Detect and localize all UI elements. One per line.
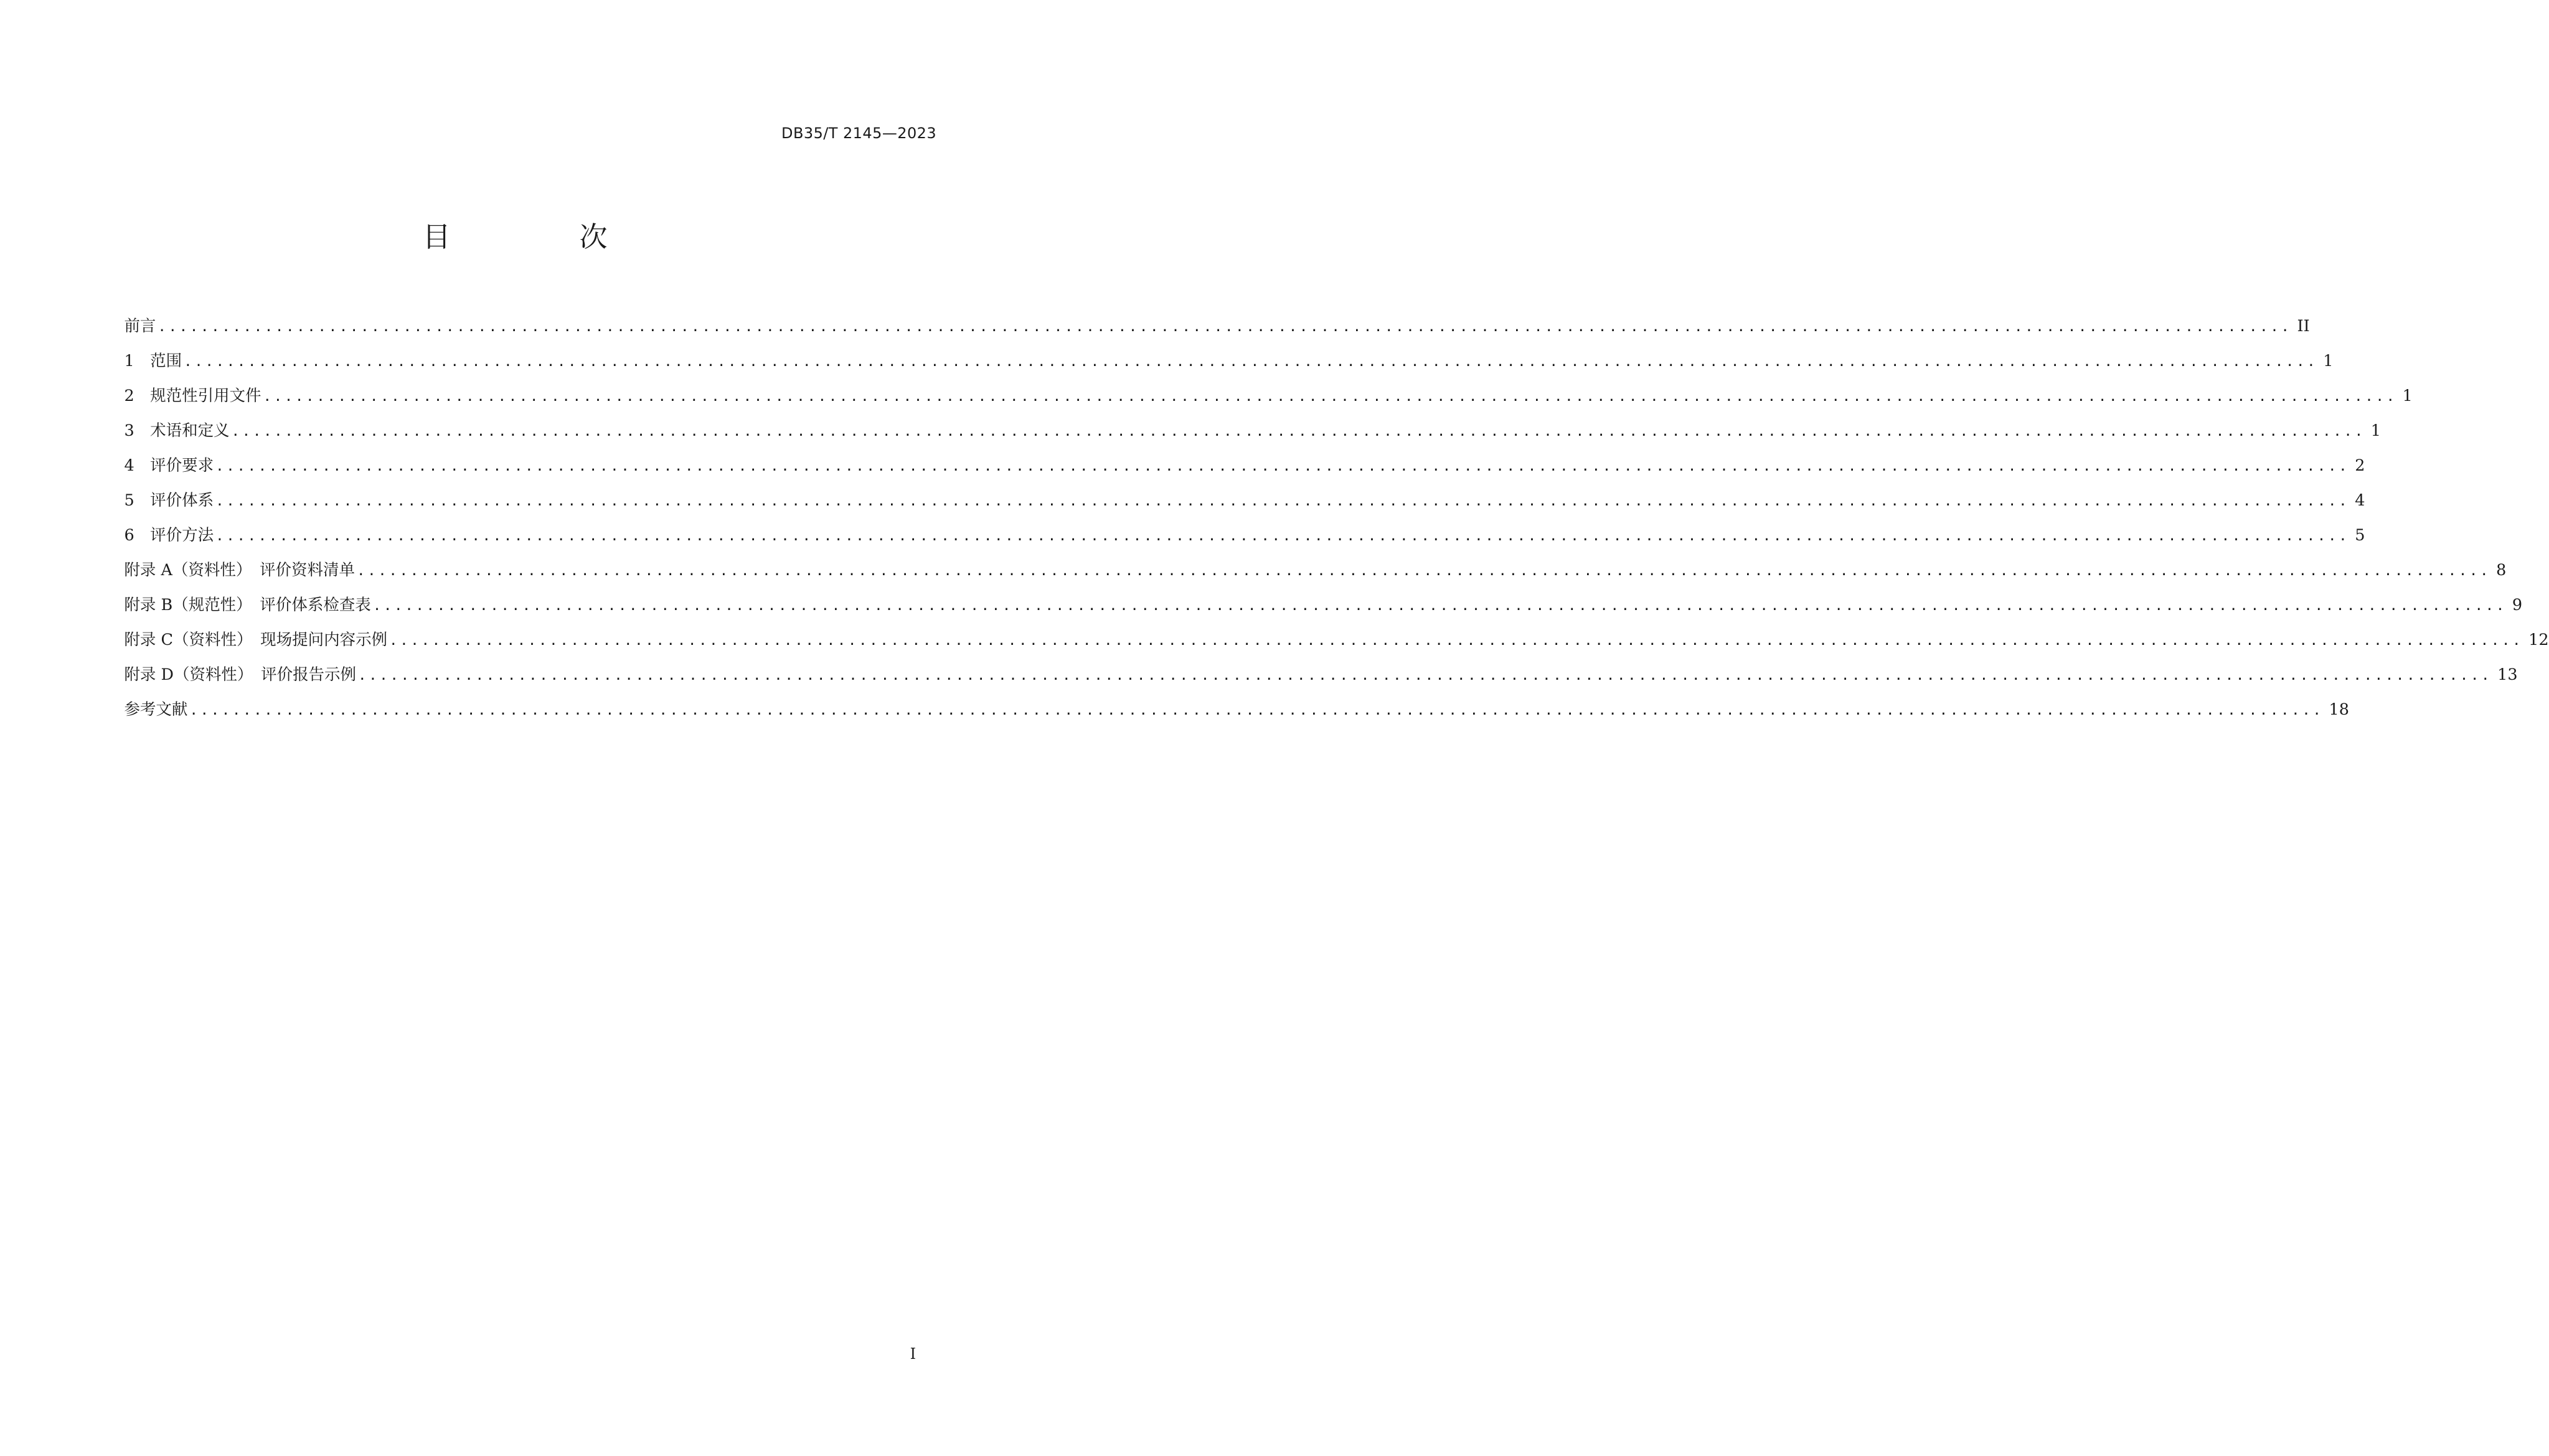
toc-entry[interactable] xyxy=(124,454,2365,489)
toc-entry-page: 1 xyxy=(2323,352,2334,371)
page-number: I xyxy=(910,1345,916,1363)
toc-leader-dots: ........................................................................................................................................................................................................ xyxy=(215,492,2350,509)
toc-entry-page: 8 xyxy=(2496,560,2507,580)
toc-entry-label: 6 评价方法 xyxy=(124,525,214,545)
toc-leader-dots: ........................................................................................................................................................................................................ xyxy=(372,597,2507,614)
toc-entry-label: 5 评价体系 xyxy=(124,491,214,510)
toc-entry[interactable] xyxy=(124,524,2365,558)
toc-entry-page: 13 xyxy=(2497,665,2518,684)
toc-entry[interactable] xyxy=(124,558,2507,593)
toc-entry-label: 前言 xyxy=(124,317,156,336)
toc-leader-dots: ........................................................................................................................................................................................................ xyxy=(389,632,2523,649)
toc-entry[interactable] xyxy=(124,663,2518,698)
toc-entry-label: 附录 C（资料性） 现场提问内容示例 xyxy=(124,630,388,649)
toc-entry-page: 1 xyxy=(2402,387,2413,406)
toc-entry-page: II xyxy=(2297,317,2310,336)
table-of-contents xyxy=(124,314,2549,732)
toc-entry-page: 9 xyxy=(2512,595,2523,614)
toc-entry-label: 附录 D（资料性） 评价报告示例 xyxy=(124,665,357,684)
toc-entry-label: 参考文献 xyxy=(124,700,188,719)
toc-entry[interactable] xyxy=(124,593,2523,628)
toc-leader-dots: ........................................................................................................................................................................................................ xyxy=(189,702,2324,718)
toc-entry[interactable] xyxy=(124,384,2413,419)
toc-leader-dots: ........................................................................................................................................................................................................ xyxy=(215,458,2350,475)
toc-entry-page: 12 xyxy=(2528,630,2549,649)
toc-entry-label: 1 范围 xyxy=(124,352,182,371)
document-code: DB35/T 2145—2023 xyxy=(781,124,937,142)
toc-leader-dots: ........................................................................................................................................................................................................ xyxy=(158,319,2292,336)
toc-leader-dots: ........................................................................................................................................................................................................ xyxy=(215,527,2350,544)
toc-entry-label: 4 评价要求 xyxy=(124,456,214,476)
toc-leader-dots: ........................................................................................................................................................................................................ xyxy=(263,388,2397,405)
toc-entry-label: 附录 A（资料性） 评价资料清单 xyxy=(124,560,355,580)
toc-entry-page: 18 xyxy=(2329,700,2349,719)
toc-leader-dots: ........................................................................................................................................................................................................ xyxy=(184,354,2318,370)
toc-entry-label: 附录 B（规范性） 评价体系检查表 xyxy=(124,595,371,614)
toc-entry[interactable] xyxy=(124,628,2549,663)
toc-entry-page: 5 xyxy=(2355,525,2365,545)
page-title: 目 次 xyxy=(422,220,658,253)
toc-entry-page: 4 xyxy=(2355,491,2365,510)
toc-entry-label: 3 术语和定义 xyxy=(124,421,230,441)
toc-entry[interactable] xyxy=(124,698,2349,733)
toc-entry[interactable] xyxy=(124,314,2310,349)
toc-entry[interactable] xyxy=(124,419,2381,454)
toc-leader-dots: ........................................................................................................................................................................................................ xyxy=(358,667,2492,683)
toc-entry[interactable] xyxy=(124,349,2334,384)
toc-leader-dots: ........................................................................................................................................................................................................ xyxy=(356,562,2491,579)
toc-entry[interactable] xyxy=(124,489,2365,524)
toc-entry-page: 2 xyxy=(2355,456,2365,476)
toc-leader-dots: ........................................................................................................................................................................................................ xyxy=(231,423,2365,440)
toc-entry-label: 2 规范性引用文件 xyxy=(124,387,261,406)
toc-entry-page: 1 xyxy=(2370,421,2381,441)
